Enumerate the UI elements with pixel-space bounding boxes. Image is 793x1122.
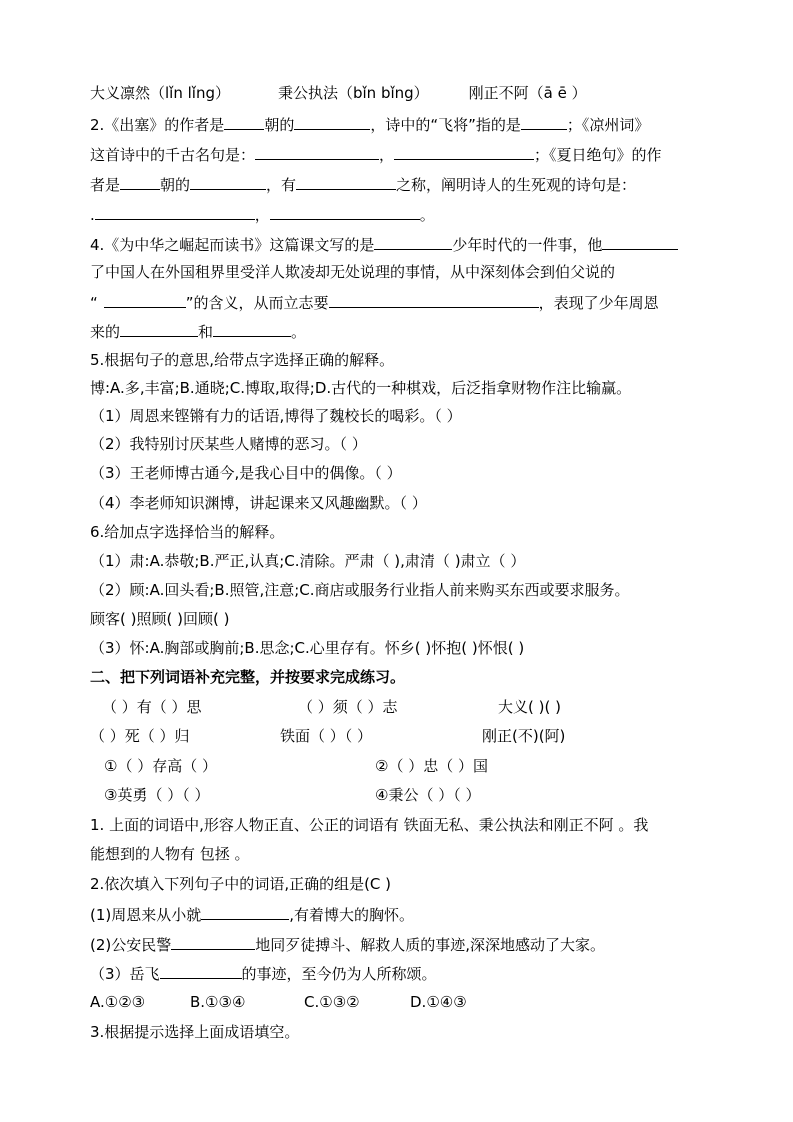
q4-text-i: 。 [291,323,307,341]
practice-1-cont: 能想到的人物有 包拯 。 [90,845,250,863]
blank-verse-3[interactable] [95,203,255,220]
choice-a[interactable]: A.①②③ [90,993,146,1011]
q2-text-h: 者是 [90,176,121,194]
practice-2-sentence-3 [90,962,703,984]
q4-text-f: ，表现了少年周恩 [538,294,659,312]
q6-title: 6.给加点字选择恰当的解释。 [90,523,285,541]
blank-quality-2[interactable] [213,320,291,337]
idiom-6: 刚正(不)(阿) [482,727,566,745]
idiom-8: ②（ ）忠（ ）国 [375,757,488,775]
practice-1: 1. 上面的词语中,形容人物正直、公正的词语有 铁面无私、秉公执法和刚正不阿 。我 [90,816,649,834]
q5-item-2: （2）我特别讨厌某些人赌博的恶习。（ ） [90,435,367,453]
idiom-3: 大义( )( ) [498,698,561,716]
practice-2: 2.依次填入下列句子中的词语,正确的组是(C ) [90,875,392,893]
blank-feijiang[interactable] [521,113,567,130]
q2-text-n: 。 [419,206,435,224]
q5-item-1: （1）周恩来铿锵有力的话语,博得了魏校长的喝彩。（ ） [90,407,462,425]
q6-item-1: （1）肃:A.恭敬;B.严正,认真;C.清除。严肃（ ),肃清（ )肃立（ ） [90,552,526,570]
q4-text-g: 来的 [90,323,121,341]
choice-c[interactable]: C.①③② [304,993,360,1011]
s2-text-b: 地同歹徒搏斗、解救人质的事迹,深深地感动了大家。 [255,936,606,954]
q2-text-m: ， [254,206,270,224]
q2-text-b: 朝的 [264,116,295,134]
blank-ambition[interactable] [329,291,539,308]
q4-text-h: 和 [198,323,214,341]
q4-line-2 [90,262,703,282]
practice-2-sentence-2 [90,933,703,955]
blank-s2[interactable] [171,933,255,950]
blank-verse-2[interactable] [394,143,534,160]
q2-line-1 [90,113,703,135]
q4-text-a: 4.《为中华之崛起而读书》这篇课文写的是 [90,236,375,254]
q2-line-4 [90,203,703,225]
q2-text-e: 这首诗中的千古名句是： [90,146,256,164]
idiom-5: 铁面（ ）（ ） [280,727,373,745]
q4-line-3 [90,291,703,313]
idiom-10: ④秉公（ ）（ ） [375,786,481,804]
blank-dynasty-2[interactable] [120,173,160,190]
q4-line-1 [90,233,703,255]
q2-text-j: ，有 [266,176,297,194]
q2-text-f: ， [379,146,395,164]
q2-text-g: ；《夏日绝句》的作 [534,146,662,164]
q2-line-2 [90,143,703,165]
q6-item-2-options: 顾客( )照顾( )回顾( ) [90,610,230,628]
q5-definition: 博:A.多,丰富;B.通晓;C.博取,取得;D.古代的一种棋戏，后泛指拿财物作注比输赢。 [90,379,632,397]
q5-item-4: （4）李老师知识渊博，讲起课来又风趣幽默。（ ） [90,494,427,512]
pinyin-item-2: 秉公执法（bǐn bǐng） [277,84,429,102]
blank-dynasty-1[interactable] [224,113,264,130]
pinyin-line [90,83,703,103]
blank-s1[interactable] [201,903,289,920]
practice-2-sentence-1 [90,903,703,925]
choice-b[interactable]: B.①③④ [190,993,246,1011]
q2-text-c: ，诗中的“飞将”指的是 [370,116,521,134]
q2-text-i: 朝的 [160,176,191,194]
blank-verse-1[interactable] [255,143,379,160]
blank-author-1[interactable] [294,113,370,130]
q2-text-d: ；《凉州词》 [566,116,650,134]
q2-line-3 [90,173,703,195]
section-2-heading: 二、把下列词语补充完整，并按要求完成练习。 [90,668,406,686]
blank-title[interactable] [296,173,396,190]
q4-text-c: 了中国人在外国租界里受洋人欺凌却无处说理的事情，从中深刻体会到伯父说的 [90,263,616,281]
q2-text-l: . [90,206,95,224]
idiom-2: （ ）须（ ）志 [298,698,398,716]
idiom-9: ③英勇（ ）（ ） [104,786,210,804]
s3-text-a: （3）岳飞 [90,965,160,983]
blank-quote[interactable] [104,291,186,308]
q4-text-b: 少年时代的一件事，他 [452,236,603,254]
q2-text-a: 2.《出塞》的作者是 [90,116,225,134]
blank-s3[interactable] [160,962,242,979]
blank-person[interactable] [374,233,452,250]
pinyin-item-1: 大义凛然（lǐn lǐng） [90,84,230,102]
blank-verse-4[interactable] [270,203,420,220]
q6-item-2: （2）顾:A.回头看;B.照管,注意;C.商店或服务行业指人前来购买东西或要求服务。 [90,581,630,599]
blank-verb[interactable] [602,233,678,250]
q5-item-3: （3）王老师博古通今,是我心目中的偶像。（ ） [90,464,402,482]
blank-author-2[interactable] [190,173,266,190]
q6-item-3: （3）怀:A.胸部或胸前;B.思念;C.心里存有。怀乡( )怀抱( )怀恨( ) [90,639,525,657]
q2-text-k: 之称，阐明诗人的生死观的诗句是： [396,176,637,194]
s3-text-b: 的事迹，至今仍为人所称颂。 [241,965,437,983]
s2-text-a: (2)公安民警 [90,936,172,954]
idiom-4: （ ）死（ ）归 [90,727,190,745]
q4-text-e: ”的含义，从而立志要 [185,294,329,312]
q5-title: 5.根据句子的意思,给带点字选择正确的解释。 [90,351,395,369]
s1-text-b: ,有着博大的胸怀。 [289,906,415,924]
blank-quality-1[interactable] [120,320,198,337]
q4-line-4 [90,320,703,342]
pinyin-item-3: 刚正不阿（ā ē ） [468,84,587,102]
idiom-1: （ ）有（ ）思 [102,698,202,716]
q4-text-d: “ [90,294,98,312]
idiom-7: ①（ ）存高（ ） [104,757,217,775]
s1-text-a: (1)周恩来从小就 [90,906,202,924]
practice-3: 3.根据提示选择上面成语填空。 [90,1023,300,1041]
choice-d[interactable]: D.①④③ [410,993,467,1011]
